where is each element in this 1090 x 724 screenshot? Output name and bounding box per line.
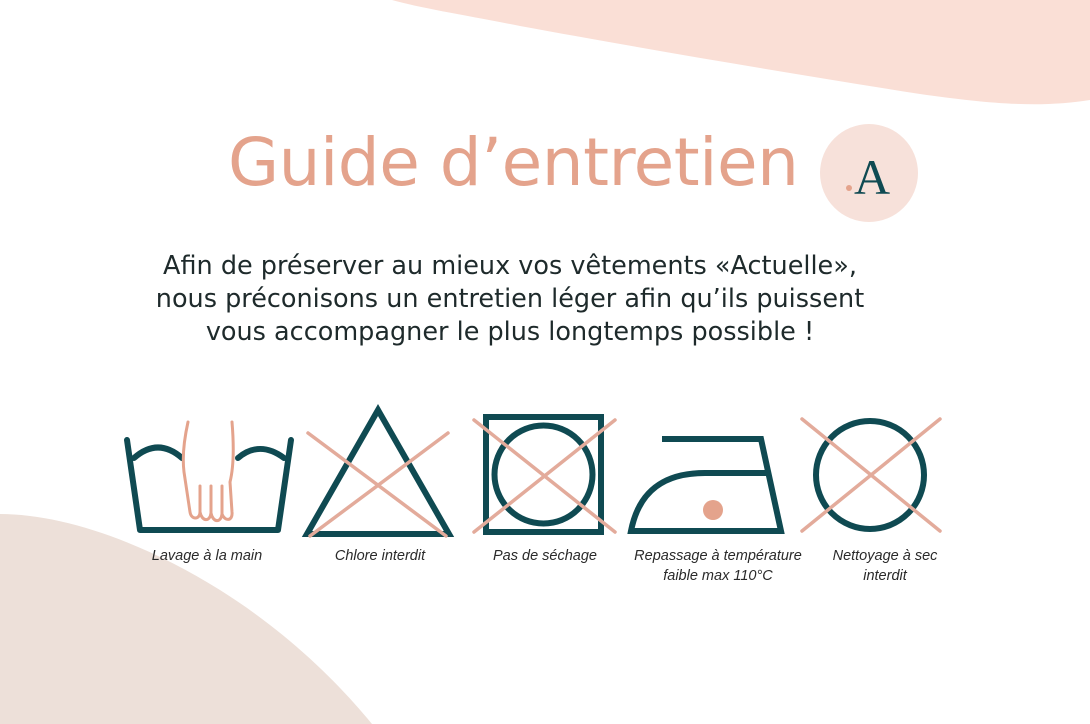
brand-logo: [820, 124, 918, 222]
care-label-iron: [622, 546, 814, 586]
intro-text: [110, 250, 910, 349]
care-label-line: Lavage à la main: [151, 548, 263, 564]
care-label-line: faible max 110°C: [663, 568, 773, 584]
no-dry-clean-icon: [795, 400, 950, 540]
care-label-no-bleach: [285, 546, 475, 566]
care-label-line: interdit: [863, 568, 907, 584]
care-label-line: Nettoyage à sec: [832, 548, 938, 564]
intro-line: Afin de préserver au mieux vos vêtements «Actuelle»,: [163, 251, 857, 281]
care-label-no-dry-clean: [790, 546, 980, 586]
care-label-line: Pas de séchage: [493, 548, 597, 564]
brand-monogram-icon: [820, 124, 918, 222]
intro-line: nous préconisons un entretien léger afin qu’ils puissent: [155, 284, 865, 314]
care-label-line: Repassage à température: [634, 548, 802, 564]
page-title: Guide d’entretien: [228, 124, 799, 201]
top-right-blob: [392, 0, 1090, 104]
logo-letter: A: [853, 149, 891, 205]
care-label-no-tumble-dry: [450, 546, 640, 566]
iron-low-temp-icon: [625, 400, 790, 540]
no-bleach-icon: [300, 400, 460, 540]
care-label-line: Chlore interdit: [334, 548, 426, 564]
no-tumble-dry-icon: [470, 400, 620, 540]
care-label-hand-wash: [112, 546, 302, 566]
hand-wash-icon: [120, 400, 300, 540]
intro-line: vous accompagner le plus longtemps possible !: [205, 317, 815, 347]
